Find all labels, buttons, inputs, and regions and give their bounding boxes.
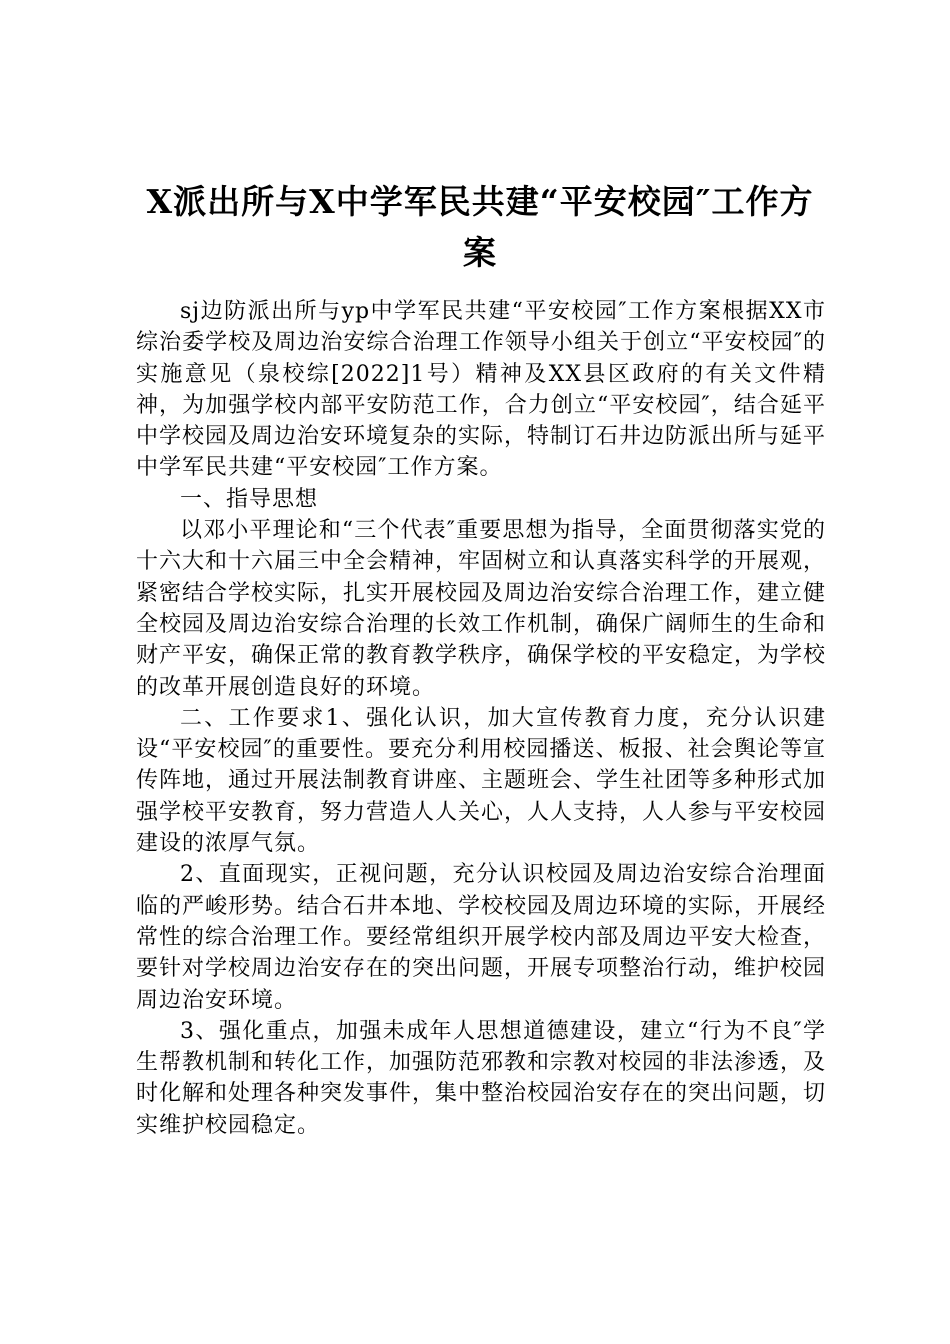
paragraph-intro: sj边防派出所与yp中学军民共建“平安校园″工作方案根据XX市综治委学校及周边治安综合治理工作领导小组关于创立“平安校园″的实施意见（泉校综[2022]1号）精神及XX县区政府的有关文件精神，为加强学校内部平安防范工作，合力创立“平安校园″，结合延平中学校园及周边治安环境复杂的实际，特制订石井边防派出所与延平中学军民共建“平安校园″工作方案。 xyxy=(136,299,827,481)
paragraph-work-requirement-3: 3、强化重点，加强未成年人思想道德建设，建立“行为不良″学生帮教机制和转化工作，加强防范邪教和宗教对校园的非法渗透，及时化解和处理各种突发事件，集中整治校园治安存在的突出问题，切实维护校园稳定。 xyxy=(136,1018,827,1138)
paragraph-guiding-thought: 以邓小平理论和“三个代表″重要思想为指导，全面贯彻落实党的十六大和十六届三中全会精神，牢固树立和认真落实科学的开展观，紧密结合学校实际，扎实开展校园及周边治安综合治理工作，建立健全校园及周边治安综合治理的长效工作机制，确保广阔师生的生命和财产平安，确保正常的教育教学秩序，确保学校的平安稳定，为学校的改革开展创造良好的环境。 xyxy=(136,518,827,700)
document-body xyxy=(136,296,826,1141)
document-title: X派出所与X中学军民共建“平安校园″工作方案 xyxy=(146,182,814,272)
section-heading-guiding-thought: 一、指导思想 xyxy=(180,486,319,512)
paragraph-work-requirement-1: 二、工作要求1、强化认识，加大宣传教育力度，充分认识建设“平安校园″的重要性。要充分利用校园播送、板报、社会舆论等宣传阵地，通过开展法制教育讲座、主题班会、学生社团等多种形式加强学校平安教育，努力营造人人关心，人人支持，人人参与平安校园建设的浓厚气氛。 xyxy=(136,705,827,857)
paragraph-work-requirement-2: 2、直面现实，正视问题，充分认识校园及周边治安综合治理面临的严峻形势。结合石井本地、学校校园及周边环境的实际，开展经常性的综合治理工作。要经常组织开展学校内部及周边平安大检查，要针对学校周边治安存在的突出问题，开展专项整治行动，维护校园周边治安环境。 xyxy=(136,862,827,1013)
